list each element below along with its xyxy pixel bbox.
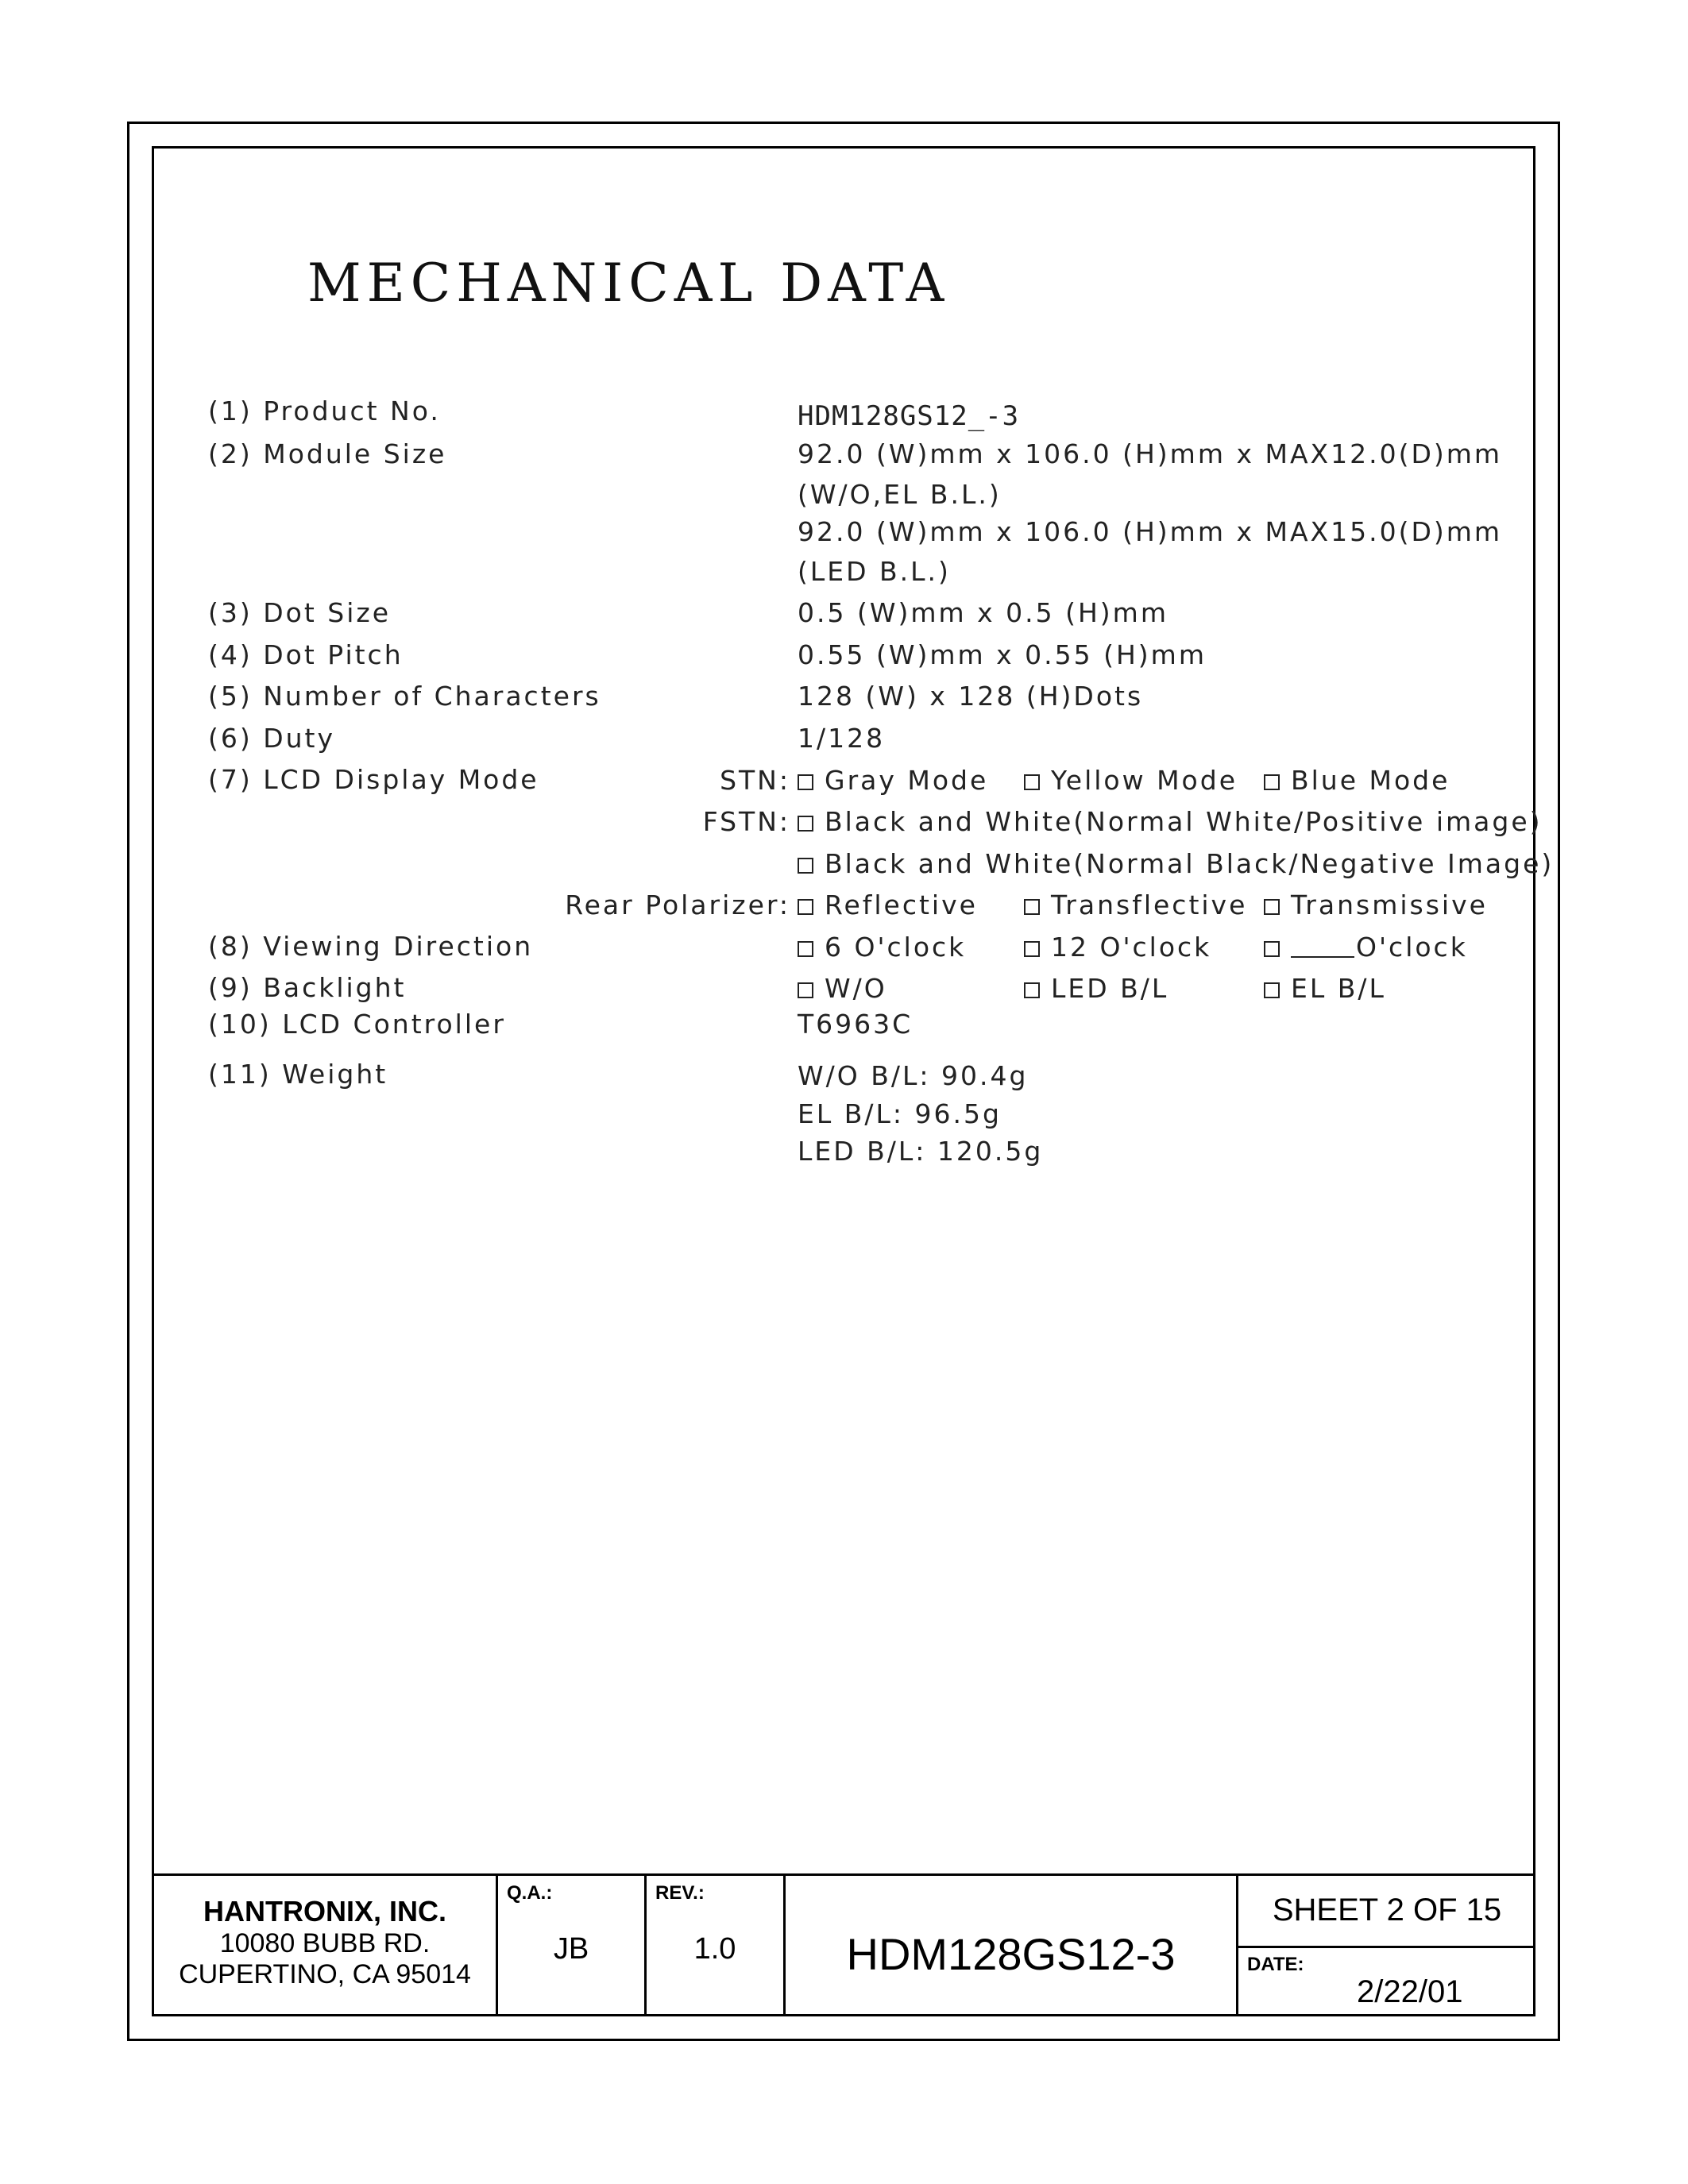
- checkbox-icon: [798, 858, 813, 874]
- checkbox-icon: [1024, 941, 1040, 957]
- checkbox-icon: [798, 941, 813, 957]
- fstn-label: FSTN:: [702, 806, 790, 837]
- stn-option-gray[interactable]: Gray Mode: [798, 765, 988, 796]
- module-size-line4: (LED B.L.): [798, 556, 951, 587]
- dot-pitch-label: (4) Dot Pitch: [208, 639, 404, 670]
- lcd-mode-label: (7) LCD Display Mode: [208, 764, 539, 795]
- stn-option-yellow[interactable]: Yellow Mode: [1024, 765, 1238, 796]
- qa-value: JB: [553, 1932, 589, 1966]
- backlight-option-led[interactable]: LED B/L: [1024, 973, 1168, 1004]
- controller-value: T6963C: [798, 1009, 914, 1040]
- duty-label: (6) Duty: [208, 723, 336, 754]
- backlight-label: (9) Backlight: [208, 972, 407, 1003]
- rear-option-transmissive[interactable]: Transmissive: [1264, 889, 1488, 920]
- dot-size-value: 0.5 (W)mm x 0.5 (H)mm: [798, 597, 1168, 628]
- weight-label: (11) Weight: [208, 1059, 388, 1090]
- blank-field: [1291, 936, 1354, 958]
- rear-option-reflective[interactable]: Reflective: [798, 889, 978, 920]
- viewing-option-custom[interactable]: O'clock: [1264, 932, 1468, 963]
- module-size-line1: 92.0 (W)mm x 106.0 (H)mm x MAX12.0(D)mm: [798, 438, 1503, 469]
- checkbox-icon: [798, 982, 813, 998]
- dot-size-label: (3) Dot Size: [208, 597, 392, 628]
- checkbox-icon: [1264, 941, 1280, 957]
- module-size-line2: (W/O,EL B.L.): [798, 479, 1002, 510]
- checkbox-icon: [1264, 982, 1280, 998]
- rev-value: 1.0: [693, 1932, 736, 1966]
- num-chars-value: 128 (W) x 128 (H)Dots: [798, 681, 1144, 712]
- weight-line2: EL B/L: 96.5g: [798, 1098, 1002, 1129]
- weight-line3: LED B/L: 120.5g: [798, 1136, 1044, 1167]
- weight-line1: W/O B/L: 90.4g: [798, 1060, 1029, 1091]
- checkbox-icon: [798, 816, 813, 832]
- checkbox-icon: [798, 774, 813, 790]
- rev-label: REV.:: [655, 1882, 705, 1904]
- company-name: HANTRONIX, INC.: [203, 1895, 446, 1927]
- checkbox-icon: [1024, 982, 1040, 998]
- backlight-option-el[interactable]: EL B/L: [1264, 973, 1386, 1004]
- rear-option-transflective[interactable]: Transflective: [1024, 889, 1247, 920]
- module-size-line3: 92.0 (W)mm x 106.0 (H)mm x MAX15.0(D)mm: [798, 516, 1503, 547]
- qa-label: Q.A.:: [507, 1882, 553, 1904]
- viewing-option-12[interactable]: 12 O'clock: [1024, 932, 1211, 963]
- company-address-line1: 10080 BUBB RD.: [219, 1928, 431, 1958]
- viewing-label: (8) Viewing Direction: [208, 931, 534, 962]
- date-label: DATE:: [1247, 1954, 1304, 1975]
- date-value: 2/22/01: [1357, 1974, 1463, 2009]
- checkbox-icon: [1024, 774, 1040, 790]
- module-size-label: (2) Module Size: [208, 438, 447, 469]
- viewing-option-6[interactable]: 6 O'clock: [798, 932, 966, 963]
- checkbox-icon: [798, 899, 813, 915]
- stn-label: STN:: [720, 765, 790, 796]
- controller-label: (10) LCD Controller: [208, 1009, 506, 1040]
- rear-polarizer-label: Rear Polarizer:: [565, 889, 790, 920]
- checkbox-icon: [1264, 774, 1280, 790]
- divider: [1236, 1946, 1535, 1948]
- duty-value: 1/128: [798, 723, 886, 754]
- sheet-number: SHEET 2 OF 15: [1272, 1893, 1502, 1927]
- stn-option-blue[interactable]: Blue Mode: [1264, 765, 1450, 796]
- fstn-option-positive[interactable]: Black and White(Normal White/Positive image): [798, 806, 1543, 837]
- page-title: MECHANICAL DATA: [307, 253, 950, 314]
- backlight-option-none[interactable]: W/O: [798, 973, 887, 1004]
- checkbox-icon: [1264, 899, 1280, 915]
- checkbox-icon: [1024, 899, 1040, 915]
- product-no-label: (1) Product No.: [208, 396, 441, 426]
- title-block-top-rule: [152, 1873, 1535, 1876]
- num-chars-label: (5) Number of Characters: [208, 681, 601, 712]
- product-no-value: HDM128GS12_-3: [798, 400, 1020, 432]
- company-address-line2: CUPERTINO, CA 95014: [179, 1959, 471, 1989]
- fstn-option-negative[interactable]: Black and White(Normal Black/Negative Image): [798, 848, 1554, 879]
- dot-pitch-value: 0.55 (W)mm x 0.55 (H)mm: [798, 639, 1207, 670]
- part-number: HDM128GS12-3: [846, 1929, 1176, 1979]
